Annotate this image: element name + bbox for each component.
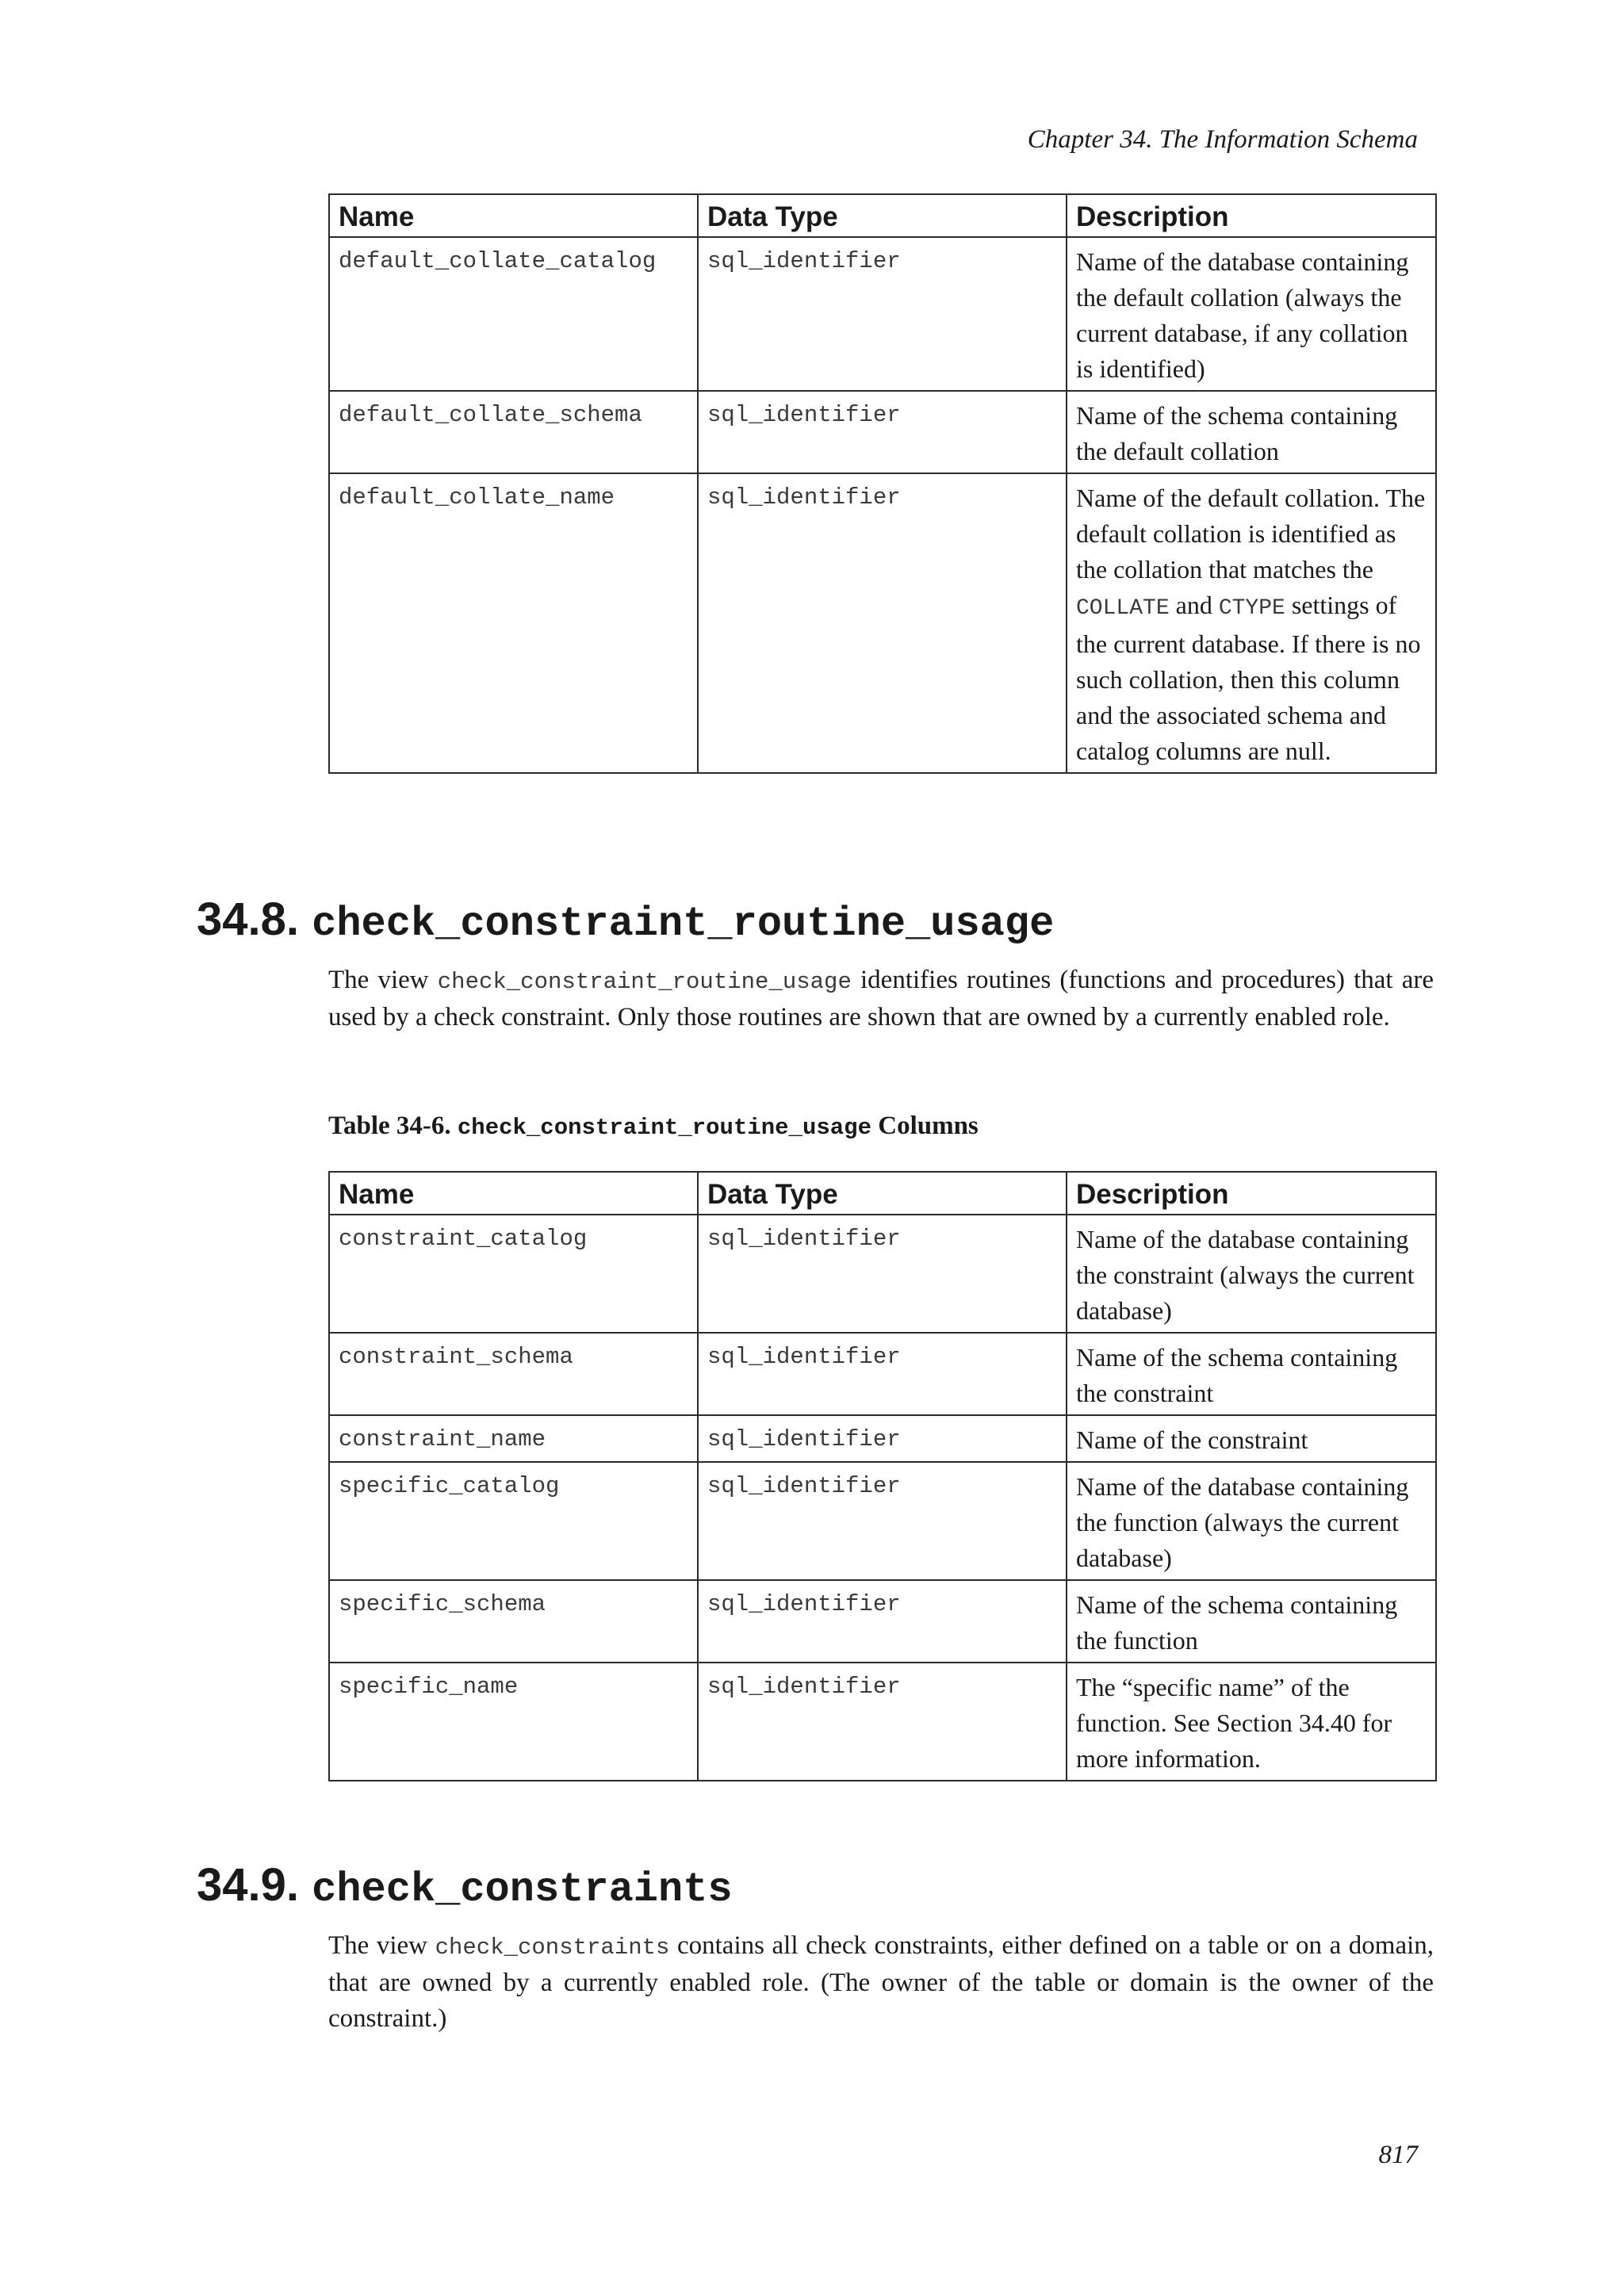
column-description: Name of the database containing the default collation (always the current database, if any collation is identified) [1067, 237, 1436, 391]
table-row [329, 1462, 1436, 1580]
column-name: constraint_schema [329, 1333, 698, 1415]
header-data-type: Data Type [698, 1172, 1067, 1215]
column-description: Name of the database containing the constraint (always the current database) [1067, 1215, 1436, 1333]
column-type: sql_identifier [698, 1415, 1067, 1462]
inline-code: check_constraint_routine_usage [437, 969, 852, 995]
para-text: identifies routines (functions and procedures) that are used by a check constraint. Only those routines are shown that are owned by a currently enabled role. [328, 966, 1434, 1031]
column-name: specific_catalog [329, 1462, 698, 1580]
section-number: 34.8. [197, 894, 299, 945]
table-row [329, 1215, 1436, 1333]
header-name: Name [329, 194, 698, 237]
column-name: default_collate_name [329, 473, 698, 773]
column-type: sql_identifier [698, 391, 1067, 473]
section-heading-34-9 [197, 1858, 733, 1913]
header-description: Description [1067, 1172, 1436, 1215]
table-caption [328, 1112, 979, 1141]
column-type: sql_identifier [698, 1215, 1067, 1333]
column-description [1067, 473, 1436, 773]
table-row [329, 1580, 1436, 1663]
caption-suffix: Columns [871, 1112, 979, 1140]
table-row [329, 1333, 1436, 1415]
column-name: constraint_catalog [329, 1215, 698, 1333]
column-type: sql_identifier [698, 1663, 1067, 1781]
table-row [329, 473, 1436, 773]
header-name: Name [329, 1172, 698, 1215]
column-type: sql_identifier [698, 473, 1067, 773]
desc-text: Name of the default collation. The default collation is identified as the collation that matches the [1076, 484, 1426, 584]
desc-text: and [1169, 591, 1219, 619]
section-number: 34.9. [197, 1859, 299, 1911]
desc-text: settings of the current database. If there is no such collation, then this column and the associated schema and catalog columns are null. [1076, 591, 1421, 765]
column-description: Name of the schema containing the function [1067, 1580, 1436, 1663]
header-data-type: Data Type [698, 194, 1067, 237]
table-row [329, 237, 1436, 391]
column-type: sql_identifier [698, 237, 1067, 391]
running-head: Chapter 34. The Information Schema [1027, 125, 1418, 154]
section-heading-34-8 [197, 893, 1054, 947]
page-number: 817 [1378, 2141, 1418, 2169]
section-title: check_constraint_routine_usage [312, 901, 1055, 947]
column-description: Name of the schema containing the constraint [1067, 1333, 1436, 1415]
header-description: Description [1067, 194, 1436, 237]
table-row [329, 1415, 1436, 1462]
column-description: The “specific name” of the function. See Section 34.40 for more information. [1067, 1663, 1436, 1781]
table-row [329, 1663, 1436, 1781]
column-name: default_collate_catalog [329, 237, 698, 391]
column-type: sql_identifier [698, 1462, 1067, 1580]
column-name: default_collate_schema [329, 391, 698, 473]
caption-code: check_constraint_routine_usage [457, 1115, 871, 1141]
table-row [329, 391, 1436, 473]
column-name: specific_schema [329, 1580, 698, 1663]
column-description: Name of the database containing the function (always the current database) [1067, 1462, 1436, 1580]
column-type: sql_identifier [698, 1580, 1067, 1663]
inline-code: CTYPE [1218, 596, 1285, 621]
inline-code: check_constraints [435, 1934, 670, 1961]
table-header-row [329, 1172, 1436, 1215]
check-constraint-routine-usage-table [328, 1171, 1437, 1781]
caption-prefix: Table 34-6. [328, 1112, 458, 1140]
collation-columns-table [328, 193, 1437, 774]
column-type: sql_identifier [698, 1333, 1067, 1415]
column-description: Name of the schema containing the default collation [1067, 391, 1436, 473]
section-34-9-paragraph [328, 1928, 1434, 2037]
para-text: contains all check constraints, either defined on a table or on a domain, that are owned by a currently enabled role. (The owner of the table or domain is the owner of the constraint.) [328, 1931, 1434, 2033]
section-34-8-paragraph [328, 962, 1434, 1035]
para-text: The view [328, 966, 438, 994]
table-header-row [329, 194, 1436, 237]
para-text: The view [328, 1931, 435, 1960]
inline-code: COLLATE [1076, 596, 1170, 621]
section-title: check_constraints [312, 1866, 733, 1913]
column-description: Name of the constraint [1067, 1415, 1436, 1462]
column-name: constraint_name [329, 1415, 698, 1462]
column-name: specific_name [329, 1663, 698, 1781]
